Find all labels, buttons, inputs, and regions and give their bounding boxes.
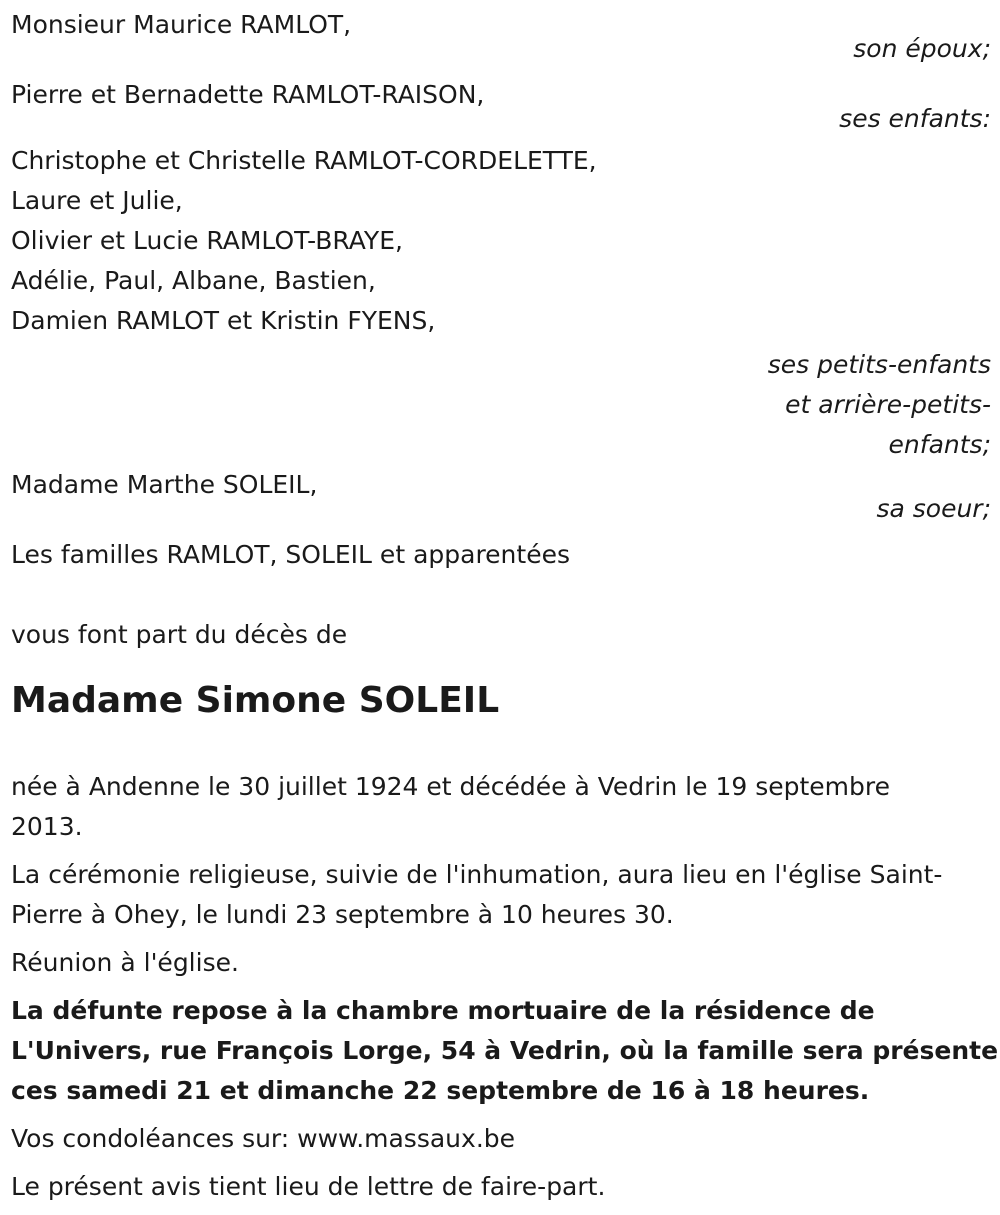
grandchildren-role-line: ses petits-enfants bbox=[767, 350, 991, 379]
notice-text: Le présent avis tient lieu de lettre de faire-part. bbox=[11, 1172, 606, 1201]
grandchildren-line: Damien RAMLOT et Kristin FYENS, bbox=[11, 306, 436, 335]
obituary-notice bbox=[11, 5, 999, 1215]
meeting-text: Réunion à l'église. bbox=[11, 948, 239, 977]
repose-line: ces samedi 21 et dimanche 22 septembre de 16 à 18 heures. bbox=[11, 1076, 870, 1105]
condolences-text: Vos condoléances sur: www.massaux.be bbox=[11, 1124, 516, 1153]
repose-line: L'Univers, rue François Lorge, 54 à Vedrin, où la famille sera présente bbox=[11, 1036, 999, 1065]
ceremony-line: La cérémonie religieuse, suivie de l'inhumation, aura lieu en l'église Saint- bbox=[11, 860, 943, 889]
ceremony-text bbox=[11, 855, 991, 935]
grandchildren-role bbox=[11, 345, 991, 465]
announce-line: vous font part du décès de bbox=[11, 620, 348, 649]
husband-name: Monsieur Maurice RAMLOT, bbox=[11, 10, 352, 39]
grandchildren-line: Olivier et Lucie RAMLOT-BRAYE, bbox=[11, 226, 403, 255]
grandchildren-role-line: et arrière-petits- bbox=[785, 390, 991, 419]
children-name: Pierre et Bernadette RAMLOT-RAISON, bbox=[11, 80, 485, 109]
husband-role: son époux; bbox=[853, 34, 991, 63]
grandchildren-list bbox=[11, 141, 991, 341]
repose-text bbox=[11, 991, 999, 1111]
grandchildren-line: Christophe et Christelle RAMLOT-CORDELETTE, bbox=[11, 146, 597, 175]
grandchildren-role-line: enfants; bbox=[888, 430, 991, 459]
children-role: ses enfants: bbox=[839, 104, 991, 133]
sister-role: sa soeur; bbox=[876, 494, 991, 523]
deceased-name: Madame Simone SOLEIL bbox=[11, 680, 500, 721]
grandchildren-line: Adélie, Paul, Albane, Bastien, bbox=[11, 266, 376, 295]
grandchildren-line: Laure et Julie, bbox=[11, 186, 183, 215]
birth-death-text: née à Andenne le 30 juillet 1924 et décédée à Vedrin le 19 septembre 2013. bbox=[11, 772, 890, 841]
ceremony-line: Pierre à Ohey, le lundi 23 septembre à 10 heures 30. bbox=[11, 900, 674, 929]
families-line: Les familles RAMLOT, SOLEIL et apparentées bbox=[11, 540, 570, 569]
repose-line: La défunte repose à la chambre mortuaire de la résidence de bbox=[11, 996, 875, 1025]
sister-name: Madame Marthe SOLEIL, bbox=[11, 470, 318, 499]
